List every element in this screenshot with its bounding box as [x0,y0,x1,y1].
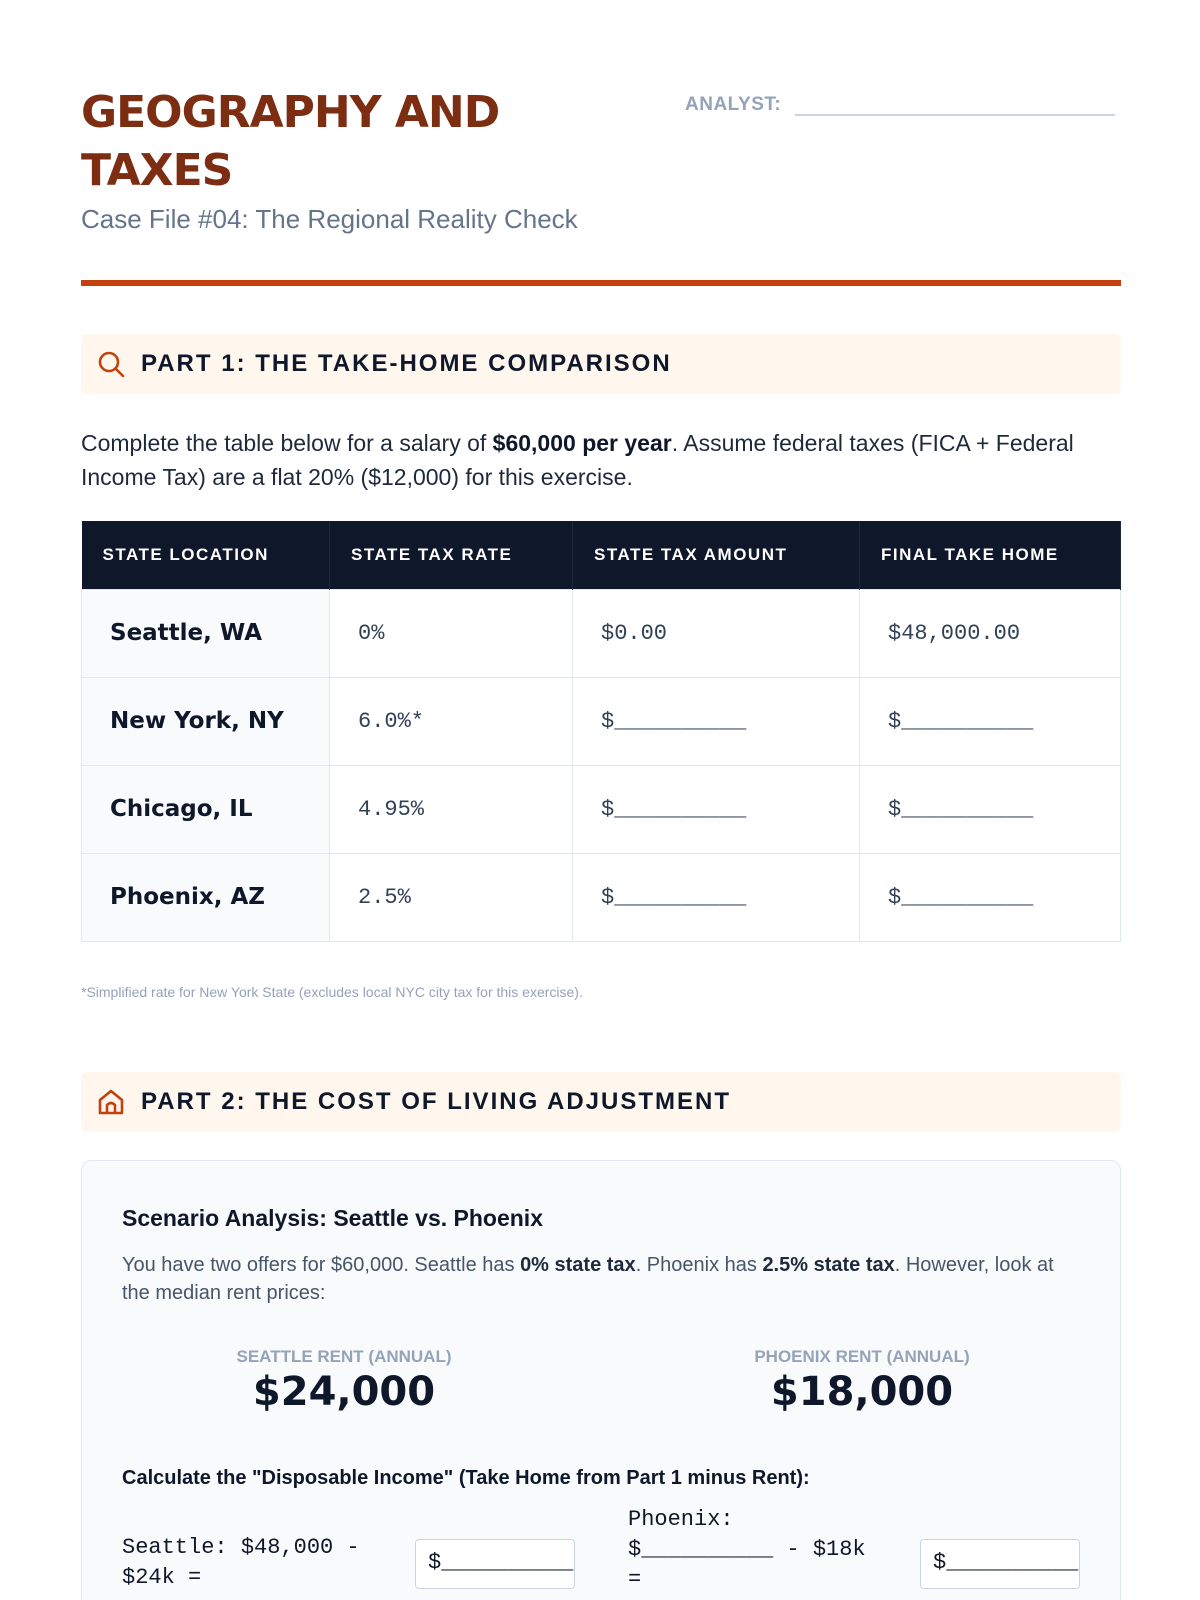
scenario-title: Scenario Analysis: Seattle vs. Phoenix [122,1205,543,1231]
column-header: STATE TAX RATE [330,521,573,589]
table-row [82,765,1121,853]
analyst-input-line[interactable] [795,88,1115,116]
seattle-rent-label: SEATTLE RENT (ANNUAL) [236,1347,452,1366]
part2-heading [81,1072,1121,1132]
seattle-rent-value: $24,000 [252,1369,436,1415]
location-cell: Chicago, IL [82,765,330,853]
analyst-field[interactable] [685,88,1115,116]
take-home-cell: $48,000.00 [860,589,1121,677]
rate-cell: 2.5% [330,853,573,941]
column-header: FINAL TAKE HOME [860,521,1121,589]
rate-cell: 6.0%* [330,677,573,765]
phoenix-rent-value: $18,000 [770,1369,954,1415]
salary-highlight: $60,000 per year [492,430,672,456]
page-header [81,84,1121,254]
part1-instructions: Complete the table below for a salary of $60,000 per year. Assume federal taxes (FICA + Federal Income Tax) are a flat 20% ($12,000) for this exercise. [81,430,1074,490]
analyst-label: ANALYST: [685,94,782,115]
amount-blank[interactable]: $__________ [573,677,860,765]
search-icon [95,348,127,380]
location-cell: Phoenix, AZ [82,853,330,941]
page-title: GEOGRAPHY AND TAXES [81,87,500,196]
take-home-blank[interactable]: $__________ [860,765,1121,853]
scenario-description: You have two offers for $60,000. Seattle has 0% state tax. Phoenix has 2.5% state tax. However, look at the median rent prices: [122,1254,1054,1304]
phoenix-rent-label: PHOENIX RENT (ANNUAL) [754,1347,970,1366]
calc-instructions: Calculate the "Disposable Income" (Take Home from Part 1 minus Rent): [122,1467,810,1489]
rate-cell: 4.95% [330,765,573,853]
phoenix-rent [712,1347,1012,1415]
table-row [82,589,1121,677]
seattle-rent [194,1347,494,1415]
take-home-blank[interactable]: $__________ [860,853,1121,941]
part1-heading [81,334,1121,394]
amount-blank[interactable]: $__________ [573,853,860,941]
column-header: STATE LOCATION [82,521,330,589]
take-home-blank[interactable]: $__________ [860,677,1121,765]
location-cell: Seattle, WA [82,589,330,677]
part2-heading-label: PART 2: THE COST OF LIVING ADJUSTMENT [141,1088,732,1115]
seattle-answer-box[interactable]: $__________ [415,1539,575,1589]
rate-cell: 0% [330,589,573,677]
amount-blank[interactable]: $__________ [573,765,860,853]
column-header: STATE TAX AMOUNT [573,521,860,589]
take-home-table [81,521,1121,942]
table-header-row [82,521,1121,589]
table-row [82,853,1121,941]
location-cell: New York, NY [82,677,330,765]
phoenix-answer-box[interactable]: $__________ [920,1539,1080,1589]
ny-footnote: *Simplified rate for New York State (excludes local NYC city tax for this exercise). [81,984,583,1000]
amount-cell: $0.00 [573,589,860,677]
part1-heading-label: PART 1: THE TAKE-HOME COMPARISON [141,350,672,377]
seattle-calculation: Seattle: $48,000 - $24k = [122,1535,360,1590]
home-icon [95,1086,127,1118]
phoenix-calculation: Phoenix: $__________ - $18k = [628,1507,866,1592]
header-divider [81,280,1121,286]
scenario-card [81,1160,1121,1600]
table-row [82,677,1121,765]
page-subtitle: Case File #04: The Regional Reality Check [81,204,578,234]
